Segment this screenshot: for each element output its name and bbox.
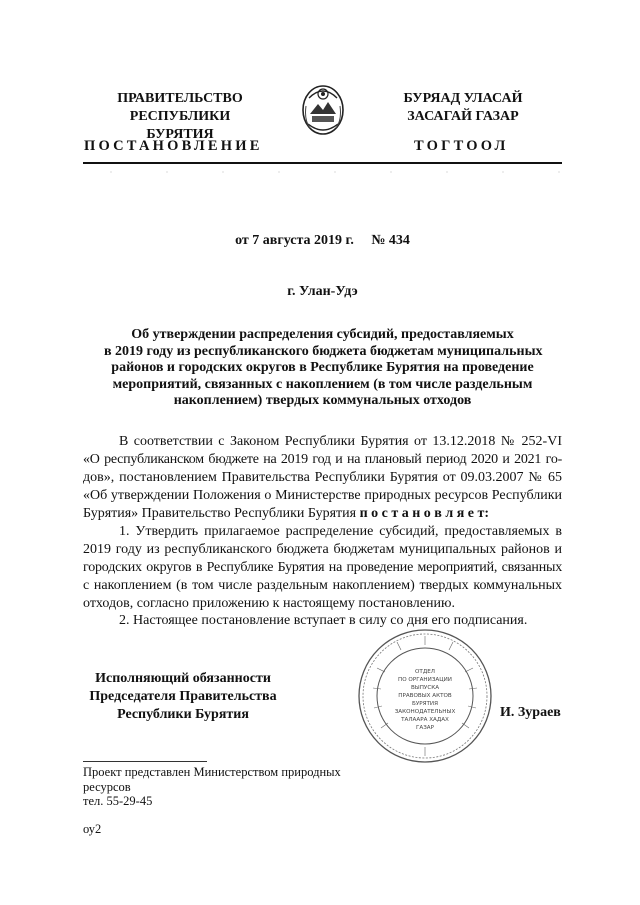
header-left-line2: РЕСПУБЛИКИ БУРЯТИЯ [129, 109, 231, 142]
svg-text:ПО ОРГАНИЗАЦИИ: ПО ОРГАНИЗАЦИИ [398, 677, 452, 683]
footnote-phone: тел. 55-29-45 [83, 794, 153, 808]
coat-of-arms-emblem [300, 80, 346, 138]
header-right-line2: ЗАСАГАЙ ГАЗАР [407, 109, 519, 124]
footnote-line: ресурсов [83, 779, 131, 794]
preamble-line5-start: Бурятия» Правительство Республики Бурятия [83, 506, 360, 521]
signatory-name: И. Зураев [500, 705, 561, 720]
svg-text:ГАЗАР: ГАЗАР [415, 725, 435, 731]
svg-text:ВЫПУСКА: ВЫПУСКА [410, 685, 440, 691]
signature-line: Исполняющий обязанности [95, 671, 271, 686]
svg-text:БУРЯТИЯ: БУРЯТИЯ [412, 701, 438, 707]
title-line: накоплением) твердых коммунальных отходов [173, 393, 472, 408]
header-rule [83, 162, 562, 164]
header-right-line1: БУРЯАД УЛАСАЙ [403, 91, 523, 106]
item-1-line: городских округов в Республике Бурятия на проведение мероприятий, связанных [83, 560, 562, 575]
footnote [83, 765, 383, 836]
preamble-line: В соответствии с Законом Республики Бурятия от 13.12.2018 № 252-VI [119, 434, 562, 449]
title-line: районов и городских округов в Республике Бурятия на проведение [111, 360, 534, 375]
date-number: от 7 августа 2019 г. № 434 [235, 233, 410, 248]
postanovlyaet: п о с т а н о в л я е т: [359, 506, 490, 521]
item-2: 2. Настоящее постановление вступает в силу со дня его подписания. [119, 613, 528, 628]
doc-type-ru: ПОСТАНОВЛЕНИЕ [84, 138, 263, 154]
signature-line: Республики Бурятия [117, 707, 249, 722]
svg-text:ЗАКОНОДАТЕЛЬНЫХ: ЗАКОНОДАТЕЛЬНЫХ [394, 709, 456, 715]
preamble-line [83, 505, 562, 523]
preamble [83, 433, 562, 523]
header-left-line1: ПРАВИТЕЛЬСТВО [117, 91, 243, 106]
city: г. Улан-Удэ [287, 284, 358, 299]
preamble-line: «Об утверждении Положения о Министерстве природных ресурсов Республики [83, 488, 562, 503]
preamble-line: «О республиканском бюджете на 2019 год и на плановый период 2020 и 2021 го- [83, 452, 562, 467]
svg-text:ПРАВОВЫХ АКТОВ: ПРАВОВЫХ АКТОВ [398, 693, 452, 699]
item-1-line: с накоплением (в том числе раздельным накоплением) твердых коммунальных [83, 578, 562, 593]
doc-type-bua: ТОГТООЛ [414, 138, 509, 154]
signature-line: Председателя Правительства [89, 689, 277, 704]
official-stamp [357, 628, 493, 764]
svg-text:ОТДЕЛ: ОТДЕЛ [415, 669, 435, 675]
item-1 [83, 523, 562, 613]
item-1-line: 2019 году из республиканского бюджета бюджетам муниципальных районов и [83, 542, 562, 557]
footnote-code: оу2 [83, 821, 102, 836]
title-line: Об утверждении распределения субсидий, предоставляемых [131, 327, 514, 342]
header-left [95, 90, 265, 144]
item-1-line: отходов, согласно приложению к настоящему постановлению. [83, 596, 455, 611]
footnote-line: Проект представлен Министерством природных [83, 765, 341, 779]
document-title [104, 327, 541, 410]
preamble-line: дов», постановлением Правительства Республики Бурятия от 09.03.2007 № 65 [83, 470, 562, 485]
header-dotted-line [83, 171, 562, 173]
title-line: мероприятий, связанных с накоплением (в том числе раздельным [112, 376, 533, 392]
footnote-rule [83, 761, 207, 762]
item-1-line: 1. Утвердить прилагаемое распределение субсидий, предоставляемых в [119, 524, 562, 539]
signature-position [83, 670, 283, 724]
svg-text:ТАЛААРА ХАДАХ: ТАЛААРА ХАДАХ [401, 717, 449, 723]
title-line: в 2019 году из республиканского бюджета бюджетам муниципальных [104, 343, 543, 359]
header-right [378, 90, 548, 126]
